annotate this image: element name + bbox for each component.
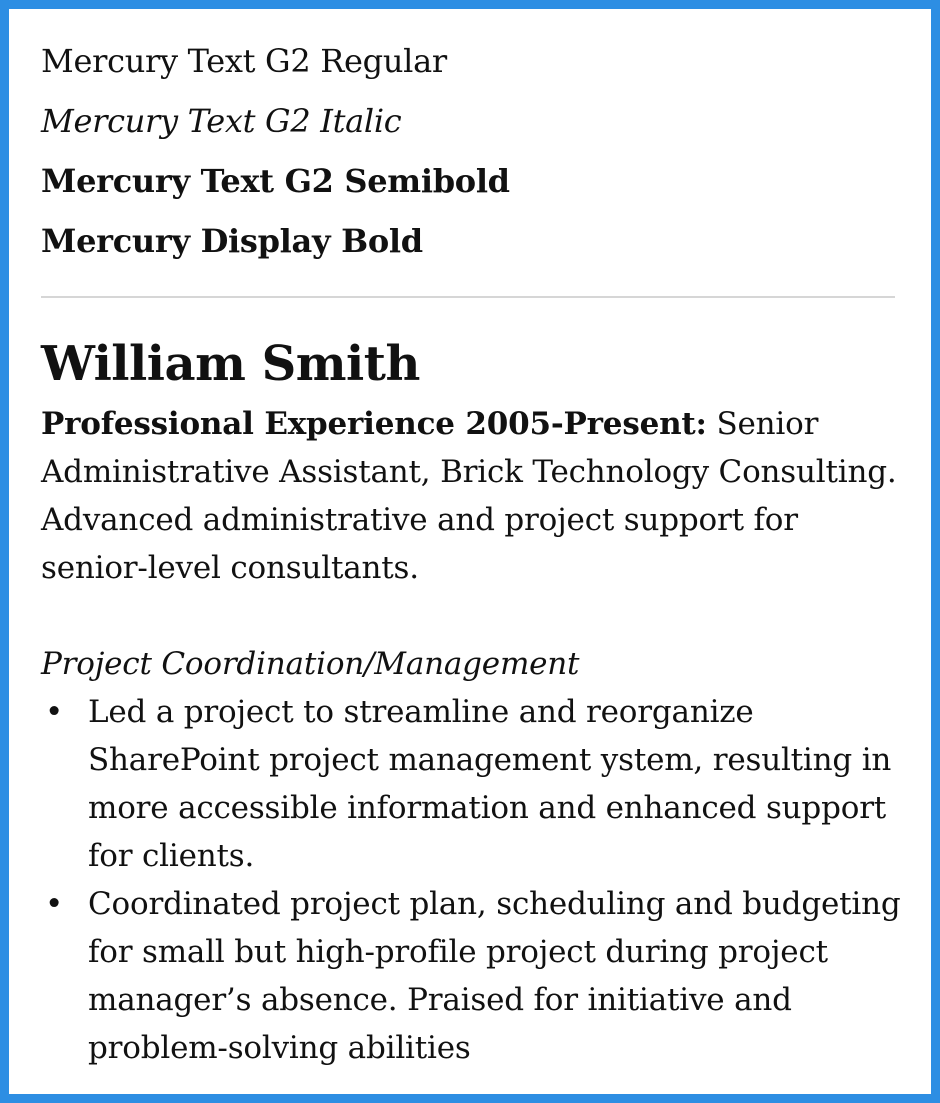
specimen-semibold: Mercury Text G2 Semibold bbox=[41, 162, 510, 200]
experience-lead: Professional Experience 2005-Present: bbox=[41, 406, 707, 442]
section-divider bbox=[41, 296, 895, 298]
specimen-regular: Mercury Text G2 Regular bbox=[41, 42, 447, 80]
specimen-display-bold: Mercury Display Bold bbox=[41, 222, 423, 260]
resume-sample bbox=[41, 334, 901, 1072]
font-specimen-list bbox=[41, 31, 901, 271]
list-item bbox=[41, 880, 901, 1072]
resume-name: William Smith bbox=[41, 336, 420, 392]
bullet-text: Led a project to streamline and reorganize SharePoint project management ystem, resulting in more accessible information and enhanced support for clients. bbox=[88, 694, 892, 874]
experience-paragraph bbox=[41, 400, 901, 592]
experience-text: Senior Administrative Assistant, Brick Technology Consulting. Advanced administrative and project support for senior-level consultants. bbox=[41, 406, 897, 586]
list-item bbox=[41, 688, 901, 880]
specimen-italic: Mercury Text G2 Italic bbox=[41, 102, 402, 140]
bullet-text: Coordinated project plan, scheduling and budgeting for small but high-profile project during project manager’s absence. Praised for initiative and problem-solving abilities bbox=[88, 886, 901, 1066]
section-title: Project Coordination/Management bbox=[41, 646, 580, 682]
bullet-icon: • bbox=[45, 886, 64, 922]
bullet-list bbox=[41, 688, 901, 1072]
bullet-icon: • bbox=[45, 694, 64, 730]
document-card bbox=[9, 9, 931, 1094]
